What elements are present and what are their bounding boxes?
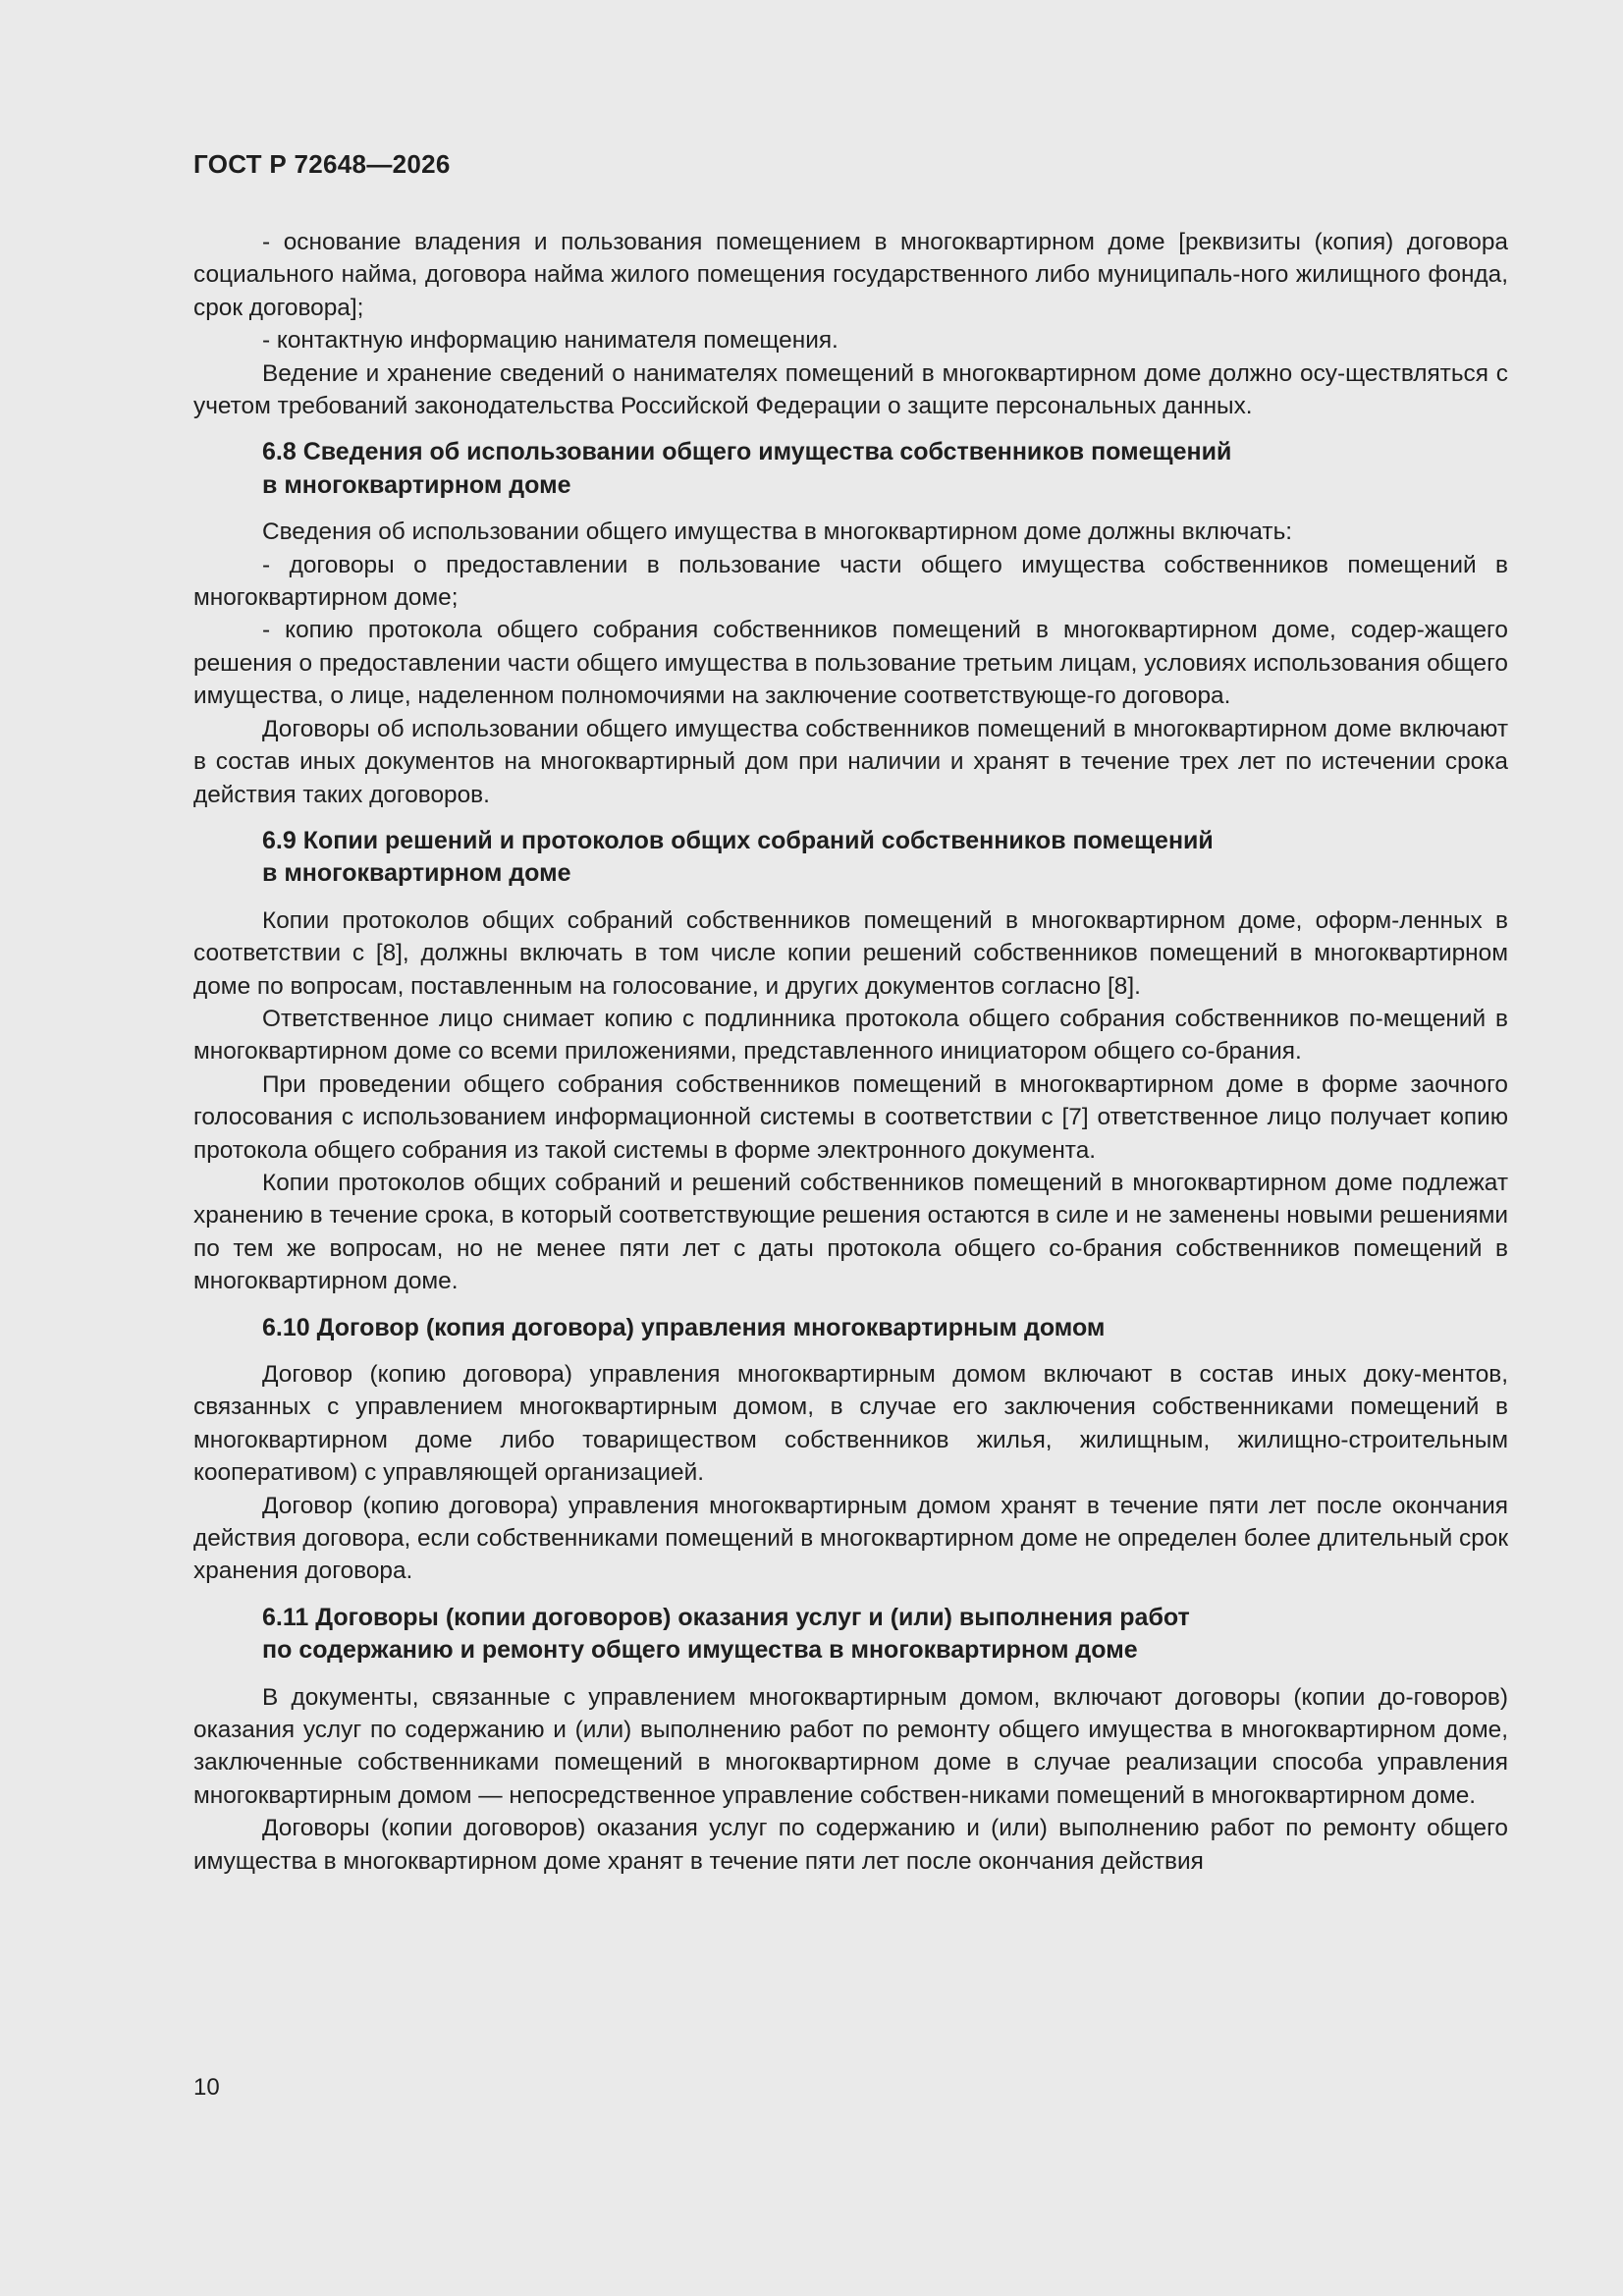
paragraph: Копии протоколов общих собраний и решений собственников помещений в многоквартирном доме подлежат хранению в течение срока, в который соответствующие решения остаются в силе и не заменены новыми решениями по тем же вопросам, но не менее пяти лет с даты протокола общего со-брания собственников помещений в многоквартирном доме. xyxy=(193,1169,1508,1295)
paragraph: - договоры о предоставлении в пользование части общего имущества собственников помещений в многоквартирном доме; xyxy=(193,551,1508,612)
section-heading-6-9: 6.9 Копии решений и протоколов общих собраний собственников помещений в многоквартирном доме xyxy=(262,826,1214,888)
paragraph: Сведения об использовании общего имущества в многоквартирном доме должны включать: xyxy=(262,519,1293,546)
paragraph: - основание владения и пользования помещением в многоквартирном доме [реквизиты (копия) договора социального найма, договора найма жилого помещения государственного либо муниципаль-ного жилищного фонда, срок договора]; xyxy=(193,229,1508,321)
section-heading-6-10: 6.10 Договор (копия договора) управления многоквартирным домом xyxy=(262,1313,1106,1341)
paragraph: При проведении общего собрания собственников помещений в многоквартирном доме в форме заочного голосования с использованием информационной системы в соответствии с [7] ответственное лицо получает копию протокола общего собрания из такой системы в форме электронного документа. xyxy=(193,1070,1508,1164)
section-heading-6-11: 6.11 Договоры (копии договоров) оказания услуг и (или) выполнения работ по содержанию и ремонту общего имущества в многоквартирном доме xyxy=(262,1603,1190,1665)
paragraph: Копии протоколов общих собраний собственников помещений в многоквартирном доме, оформ-ленных в соответствии с [8], должны включать в том числе копии решений собственников помещений в многоквартирном доме по вопросам, поставленным на голосование, и других документов согласно [8]. xyxy=(193,906,1508,1000)
paragraph: - контактную информацию нанимателя помещения. xyxy=(262,327,839,355)
document-header: ГОСТ Р 72648—2026 xyxy=(193,149,451,179)
document-body xyxy=(193,226,1508,1878)
paragraph: Договоры (копии договоров) оказания услуг по содержанию и (или) выполнению работ по ремонту общего имущества в многоквартирном доме хранят в течение пяти лет после окончания действия xyxy=(193,1815,1508,1875)
paragraph: - копию протокола общего собрания собственников помещений в многоквартирном доме, содер-жащего решения о предоставлении части общего имущества в пользование третьим лицам, условиях использования общего имущества, о лице, наделенном полномочиями на заключение соответствующе-го договора. xyxy=(193,617,1508,710)
paragraph: Договоры об использовании общего имущества собственников помещений в многоквартирном доме включают в состав иных документов на многоквартирный дом при наличии и хранят в течение трех лет по истечении срока действия таких договоров. xyxy=(193,715,1508,808)
paragraph: Договор (копию договора) управления многоквартирным домом хранят в течение пяти лет после окончания действия договора, если собственниками помещений в многоквартирном доме не определен более длительный срок хранения договора. xyxy=(193,1492,1508,1585)
paragraph: Договор (копию договора) управления многоквартирным домом включают в состав иных доку-ментов, связанных с управлением многоквартирным домом, в случае его заключения собственниками помещений в многоквартирном доме либо товариществом собственников жилья, жилищным, жилищно-строительным кооперативом) с управляющей организацией. xyxy=(193,1361,1508,1487)
paragraph: Ответственное лицо снимает копию с подлинника протокола общего собрания собственников по-мещений в многоквартирном доме со всеми приложениями, представленного инициатором общего со-брания. xyxy=(193,1005,1508,1066)
page-number: 10 xyxy=(193,2074,220,2101)
paragraph: Ведение и хранение сведений о нанимателях помещений в многоквартирном доме должно осу-ществляться с учетом требований законодательства Российской Федерации о защите персональных данных. xyxy=(193,359,1508,420)
section-heading-6-8: 6.8 Сведения об использовании общего имущества собственников помещений в многоквартирном доме xyxy=(262,438,1232,499)
paragraph: В документы, связанные с управлением многоквартирным домом, включают договоры (копии до-говоров) оказания услуг по содержанию и (или) выполнению работ по ремонту общего имущества в многоквартирном доме, заключенные собственниками помещений в многоквартирном доме в случае реализации способа управления многоквартирным домом — непосредственное управление собствен-никами помещений в многоквартирном доме. xyxy=(193,1683,1508,1809)
